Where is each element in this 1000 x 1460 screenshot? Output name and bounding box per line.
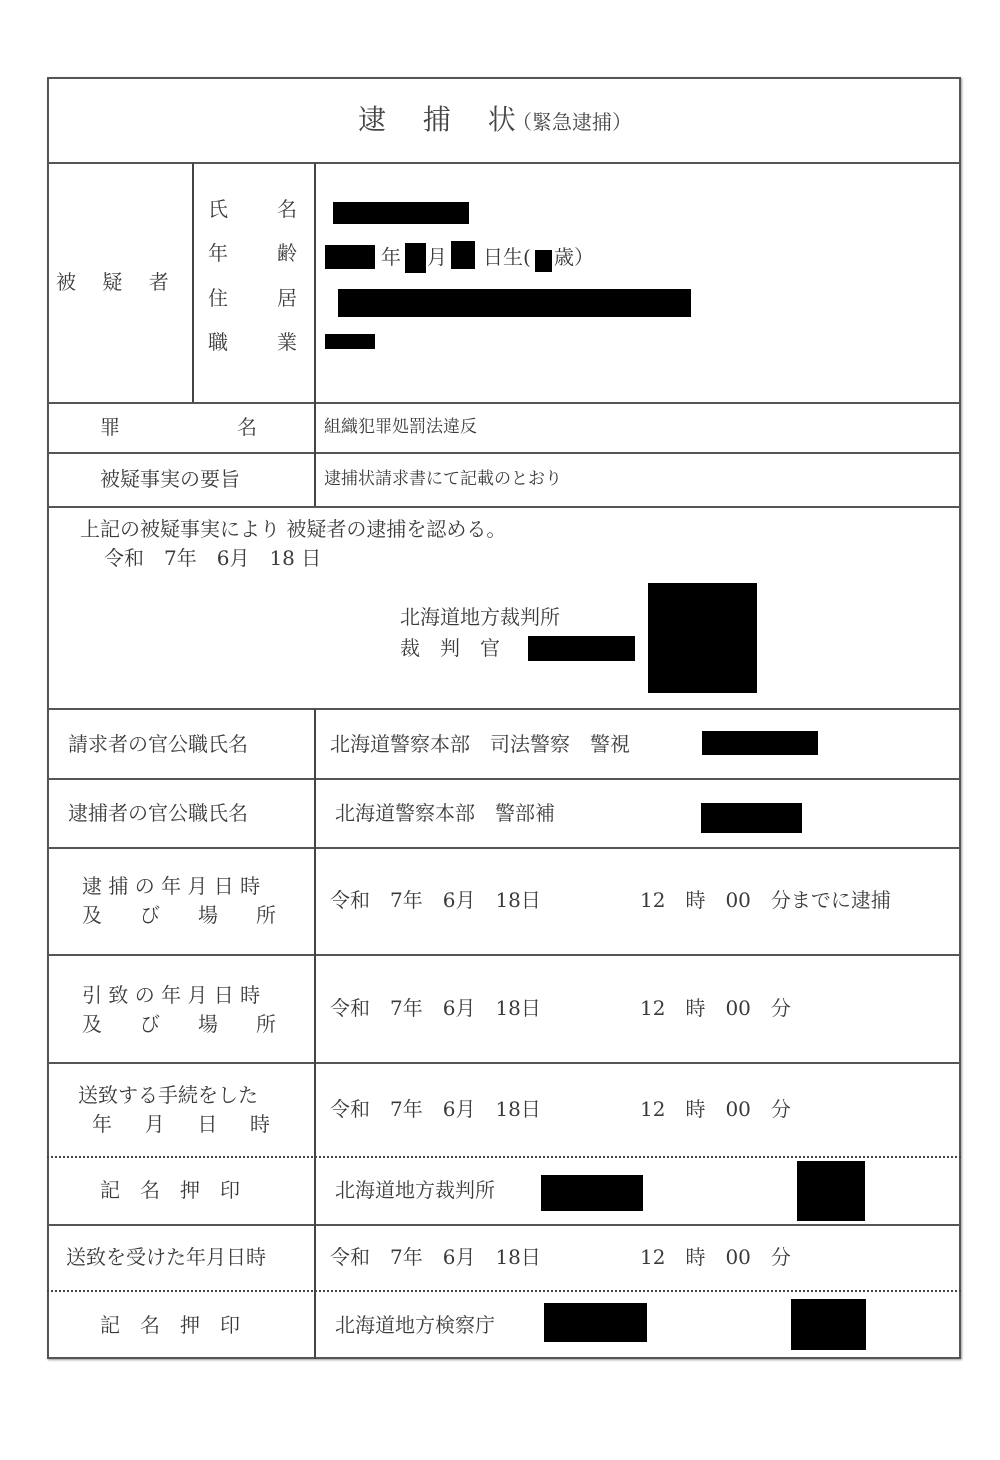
divider [47,778,961,780]
redacted-signature2-name [544,1303,647,1342]
transfer-received-time: 12 時 00 分 [640,1245,791,1269]
redacted-judge-name [528,636,635,661]
arrester-label: 逮捕者の官公職氏名 [68,801,248,825]
divider [47,954,961,956]
field-label-name-b: 名 [277,197,297,221]
label-char: び [140,1012,160,1036]
arrest-time-label-line1: 逮 捕 の 年 月 日 時 [82,874,261,898]
field-label-address-a: 住 [208,286,228,310]
signature1-value: 北海道地方裁判所 [335,1178,495,1202]
arrest-time-label-line2 [82,905,276,925]
redacted-requester-name [702,731,818,755]
birth-year-unit: 年 [381,245,401,269]
redacted-signature1-seal [797,1161,865,1221]
dotted-divider [47,1290,961,1292]
approval-statement: 上記の被疑事実により 被疑者の逮捕を認める。 [80,517,507,541]
birth-day-unit: 日生( [483,245,531,269]
column-divider [314,709,316,1359]
offense-label-a: 罪 [100,415,120,439]
custody-time-label-line2 [82,1014,276,1034]
field-label-occupation-a: 職 [208,330,228,354]
redacted-arrester-name [701,803,802,833]
redacted-signature1-name [541,1175,643,1211]
label-char: 月 [144,1112,165,1136]
column-divider [192,163,194,402]
label-char: 日 [197,1112,218,1136]
arrester-value: 北海道警察本部 警部補 [335,801,555,825]
divider [47,847,961,849]
birth-month-unit: 月 [427,245,447,269]
field-label-address-b: 居 [277,286,297,310]
field-label-age-a: 年 [208,241,228,265]
redacted-birth-day [451,241,475,269]
redacted-occupation [325,334,375,349]
field-label-name-a: 氏 [208,197,228,221]
approval-date: 令和 7年 6月 18 日 [104,546,322,570]
label-char: 場 [198,1012,218,1036]
suspect-section-label: 被 疑 者 [56,270,179,294]
transfer-proc-label-line2 [92,1114,270,1134]
transfer-received-label: 送致を受けた年月日時 [66,1245,266,1269]
redacted-birth-year [325,245,375,269]
divider [47,402,961,404]
redacted-age [535,250,552,272]
label-char: 場 [198,903,218,927]
arrest-time: 12 時 00 分までに逮捕 [640,888,891,912]
facts-value: 逮捕状請求書にて記載のとおり [324,469,562,489]
offense-label-b: 名 [237,415,257,439]
transfer-proc-time: 12 時 00 分 [640,1097,791,1121]
label-char: 所 [256,1012,276,1036]
custody-date: 令和 7年 6月 18日 [330,996,541,1020]
redacted-name [333,202,469,224]
label-char: 及 [82,1012,102,1036]
requester-value: 北海道警察本部 司法警察 警視 [330,732,630,756]
field-label-age-b: 齢 [277,241,297,265]
divider [47,162,961,164]
transfer-proc-date: 令和 7年 6月 18日 [330,1097,541,1121]
requester-label: 請求者の官公職氏名 [68,732,248,756]
divider [47,1224,961,1226]
age-unit: 歳） [554,245,594,269]
custody-time: 12 時 00 分 [640,996,791,1020]
redacted-judge-seal [648,583,757,693]
divider [47,708,961,710]
judge-label: 裁 判 官 [400,636,500,660]
label-char: 年 [92,1112,112,1136]
divider [47,452,961,454]
redacted-birth-month [405,243,426,273]
redacted-signature2-seal [791,1299,866,1350]
label-char: び [140,903,160,927]
signature2-label: 記 名 押 印 [100,1313,240,1337]
column-divider [314,163,316,506]
signature1-label: 記 名 押 印 [100,1178,240,1202]
document-subtitle: （緊急逮捕） [512,110,632,134]
dotted-divider [47,1156,961,1158]
approval-court: 北海道地方裁判所 [400,605,560,629]
label-char: 及 [82,903,102,927]
field-label-occupation-b: 業 [277,330,297,354]
divider [47,506,961,508]
arrest-date: 令和 7年 6月 18日 [330,888,541,912]
divider [47,1062,961,1064]
facts-label: 被疑事実の要旨 [100,467,240,491]
document-title: 逮 捕 状 [358,103,530,136]
signature2-value: 北海道地方検察庁 [335,1313,495,1337]
redacted-address [338,289,691,317]
transfer-received-date: 令和 7年 6月 18日 [330,1245,541,1269]
offense-value: 組織犯罪処罰法違反 [324,417,477,437]
label-char: 時 [249,1112,270,1136]
custody-time-label-line1: 引 致 の 年 月 日 時 [82,983,261,1007]
transfer-proc-label-line1: 送致する手続をした [78,1083,258,1107]
label-char: 所 [256,903,276,927]
